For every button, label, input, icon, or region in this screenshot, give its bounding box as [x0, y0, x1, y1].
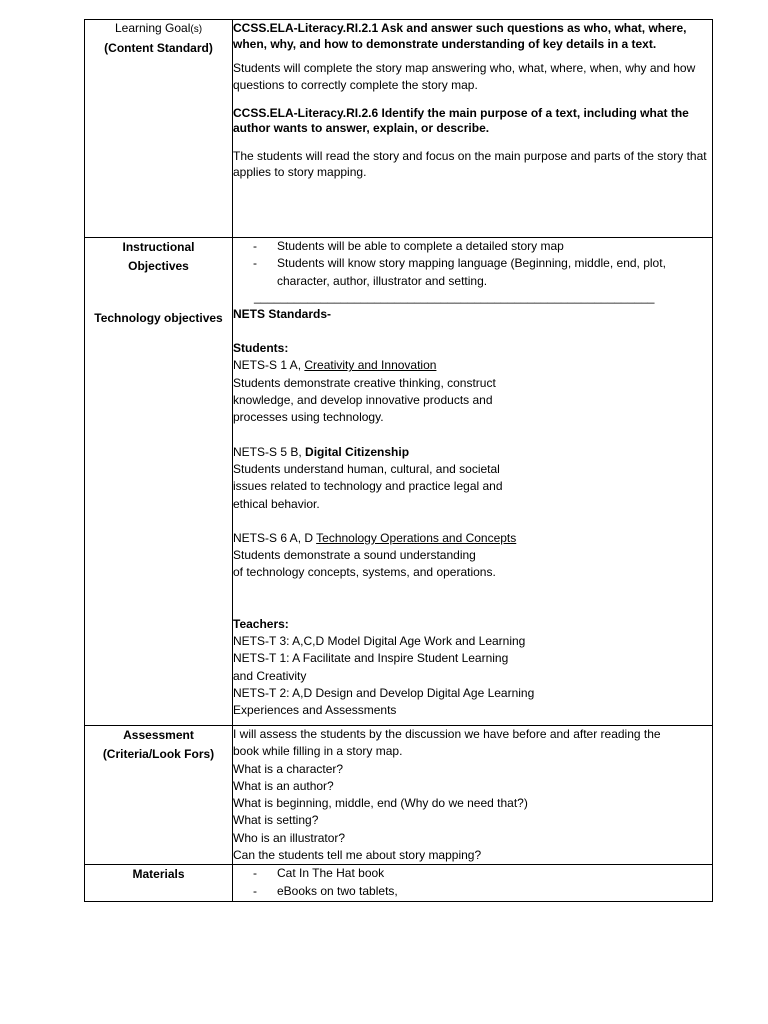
objectives-row: [85, 238, 713, 726]
materials-label-cell: [85, 865, 233, 902]
nets-s1-line: processes using technology.: [233, 410, 384, 425]
assessment-content-cell: [233, 726, 713, 865]
list-item: - Students will be able to complete a detailed story map: [233, 238, 712, 255]
objectives-content-cell: [233, 238, 713, 726]
assessment-line: Who is an illustrator?: [233, 830, 346, 845]
content-standard-label: (Content Standard): [104, 40, 213, 55]
teacher-standard-line: NETS-T 1: A Facilitate and Inspire Student Learning: [233, 651, 509, 666]
teachers-heading: Teachers:: [233, 616, 289, 631]
objectives-label-cell: [85, 238, 233, 726]
list-item: - eBooks on two tablets,: [233, 883, 712, 900]
nets-standards-heading: NETS Standards-: [233, 306, 332, 321]
standard-ri-2-1-description: Students will complete the story map answering who, what, where, when, why and how questions to correctly complete the story map.: [233, 61, 696, 93]
assessment-line: book while filling in a story map.: [233, 744, 403, 759]
nets-s6-line: Students demonstrate a sound understanding: [233, 548, 476, 563]
assessment-line: Can the students tell me about story mapping?: [233, 848, 482, 863]
students-heading: Students:: [233, 341, 289, 356]
nets-s1-line: knowledge, and develop innovative products and: [233, 393, 493, 408]
nets-s1-line: Students demonstrate creative thinking, construct: [233, 375, 496, 390]
instructional-label: Instructional: [122, 240, 195, 254]
learning-goal-row: [85, 20, 713, 238]
materials-label: Materials: [132, 867, 185, 882]
criteria-label: (Criteria/Look Fors): [102, 746, 215, 761]
learning-goal-label-cell: [85, 20, 233, 238]
teacher-standard-line: and Creativity: [233, 668, 307, 683]
list-item: - Cat In The Hat book: [233, 865, 712, 882]
assessment-line: What is setting?: [233, 813, 319, 828]
assessment-row: [85, 726, 713, 865]
technology-objectives-label: Technology objectives: [94, 311, 223, 325]
assessment-label: Assessment: [123, 728, 194, 742]
teacher-standard-line: NETS-T 3: A,C,D Model Digital Age Work and Learning: [233, 634, 526, 649]
list-item: - Students will know story mapping language (Beginning, middle, end, plot, character, author, illustrator and setting.: [233, 255, 712, 290]
materials-content-cell: [233, 865, 713, 902]
objectives-label: Objectives: [128, 258, 189, 273]
assessment-line: I will assess the students by the discussion we have before and after reading the: [233, 727, 661, 741]
materials-list: [233, 865, 712, 900]
standard-ri-2-6-description: The students will read the story and focus on the main purpose and parts of the story that applies to story mapping.: [233, 148, 707, 179]
nets-s6-line: of technology concepts, systems, and operations.: [233, 565, 496, 580]
standard-ri-2-1: CCSS.ELA-Literacy.RI.2.1 Ask and answer such questions as who, what, where, when, why, and how to demonstrate understanding of key details in a text.: [233, 21, 687, 51]
standard-ri-2-6: CCSS.ELA-Literacy.RI.2.6 Identify the main purpose of a text, including what the author wants to answer, explain, or describe.: [233, 105, 689, 136]
nets-s5-line: ethical behavior.: [233, 496, 320, 511]
assessment-line: What is an author?: [233, 778, 334, 793]
learning-goal-label: Learning Goal(s): [114, 21, 203, 35]
lesson-plan-table: [84, 19, 713, 902]
materials-row: [85, 865, 713, 902]
learning-goal-content-cell: [233, 20, 713, 238]
nets-s6-heading: NETS-S 6 A, D Technology Operations and Concepts: [233, 530, 517, 545]
assessment-label-cell: [85, 726, 233, 865]
nets-s5-line: Students understand human, cultural, and societal: [233, 461, 500, 476]
objectives-list: [233, 238, 712, 290]
assessment-line: What is beginning, middle, end (Why do we need that?): [233, 796, 528, 811]
nets-s1-heading: NETS-S 1 A, Creativity and Innovation: [233, 358, 437, 373]
nets-s5-line: issues related to technology and practice legal and: [233, 479, 503, 494]
teacher-standard-line: NETS-T 2: A,D Design and Develop Digital Age Learning: [233, 685, 535, 700]
divider-rule: ____________________________________________________________: [254, 289, 655, 304]
teacher-standard-line: Experiences and Assessments: [233, 703, 397, 718]
nets-s5-heading: NETS-S 5 B, Digital Citizenship: [233, 444, 410, 459]
assessment-line: What is a character?: [233, 761, 344, 776]
